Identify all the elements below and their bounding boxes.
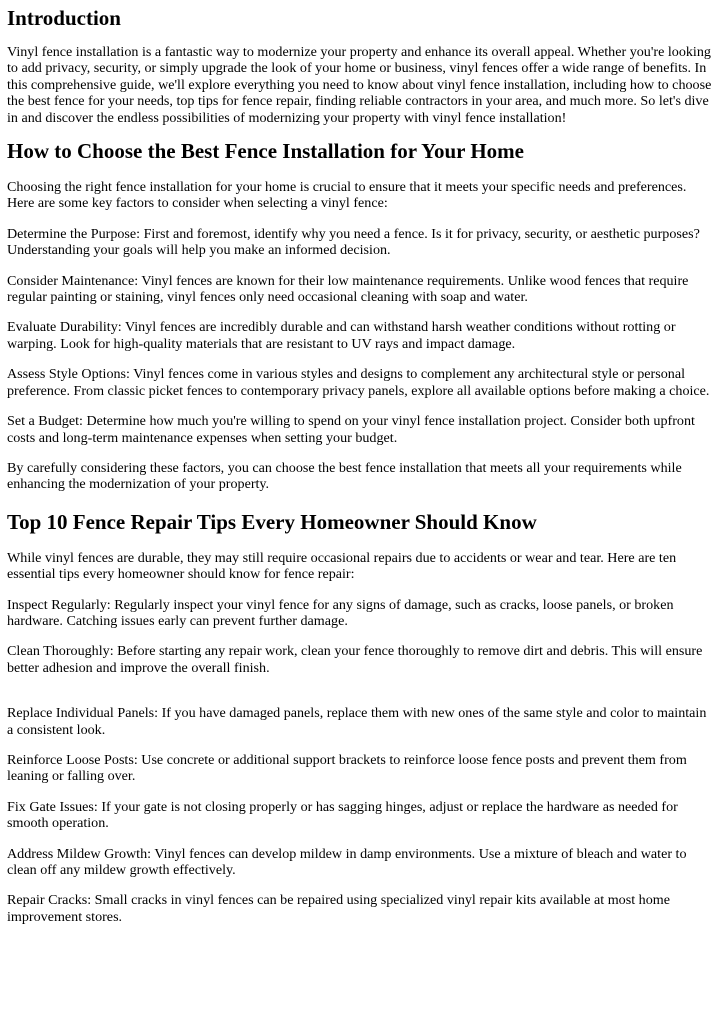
choose-paragraph: Evaluate Durability: Vinyl fences are incredibly durable and can withstand harsh weather conditions without rotting or warping. Look for high-quality materials that are resistant to UV rays and impact damage. bbox=[7, 319, 676, 352]
intro-section bbox=[7, 5, 713, 126]
intro-paragraph: Vinyl fence installation is a fantastic way to modernize your property and enhance its overall appeal. Whether you're looking to add privacy, security, or simply upgrade the look of your home or business, vinyl fences offer a wide range of benefits. In this comprehensive guide, we'll explore everything you need to know about vinyl fence installation, including how to choose the best fence for your needs, top tips for fence repair, finding reliable contractors in your area, and much more. So let's dive in and discover the endless possibilities of modernizing your property with vinyl fence installation! bbox=[7, 44, 712, 126]
repair-paragraph: Replace Individual Panels: If you have damaged panels, replace them with new ones of the same style and color to maintain a consistent look. bbox=[7, 705, 707, 738]
choose-paragraph: Assess Style Options: Vinyl fences come in various styles and designs to complement any architectural style or personal preference. From classic picket fences to contemporary privacy panels, explore all available options before making a choice. bbox=[7, 366, 710, 399]
repair-paragraph: Fix Gate Issues: If your gate is not closing properly or has sagging hinges, adjust or replace the hardware as needed for smooth operation. bbox=[7, 798, 678, 832]
choose-paragraph: Set a Budget: Determine how much you're willing to spend on your vinyl fence installation project. Consider both upfront costs and long-term maintenance expenses when setting your budget. bbox=[7, 413, 695, 446]
repair-paragraph: Clean Thoroughly: Before starting any repair work, clean your fence thoroughly to remove dirt and debris. This will ensure better adhesion and improve the overall finish. bbox=[7, 643, 703, 676]
choose-paragraph: Consider Maintenance: Vinyl fences are known for their low maintenance requirements. Unlike wood fences that require regular painting or staining, vinyl fences only need occasional cleaning with soap and water. bbox=[7, 272, 689, 306]
repair-section bbox=[7, 509, 713, 926]
choose-section bbox=[7, 138, 713, 493]
intro-heading: Introduction bbox=[7, 6, 121, 30]
choose-paragraph: Choosing the right fence installation for your home is crucial to ensure that it meets your specific needs and preferences. Here are some key factors to consider when selecting a vinyl fence: bbox=[7, 179, 687, 212]
repair-paragraph: While vinyl fences are durable, they may still require occasional repairs due to accidents or wear and tear. Here are ten essential tips every homeowner should know for fence repair: bbox=[7, 549, 677, 583]
repair-heading: Top 10 Fence Repair Tips Every Homeowner Should Know bbox=[7, 509, 537, 534]
repair-paragraph: Repair Cracks: Small cracks in vinyl fences can be repaired using specialized vinyl repair kits available at most home improvement stores. bbox=[7, 892, 670, 925]
choose-heading: How to Choose the Best Fence Installation for Your Home bbox=[7, 139, 524, 164]
repair-paragraph: Inspect Regularly: Regularly inspect your vinyl fence for any signs of damage, such as cracks, loose panels, or broken hardware. Catching issues early can prevent further damage. bbox=[7, 596, 674, 629]
repair-paragraph: Reinforce Loose Posts: Use concrete or additional support brackets to reinforce loose fence posts and prevent them from leaning or falling over. bbox=[7, 751, 687, 785]
choose-paragraph: Determine the Purpose: First and foremost, identify why you need a fence. Is it for privacy, security, or aesthetic purposes? Understanding your goals will help you make an informed decision. bbox=[7, 225, 700, 259]
choose-paragraph: By carefully considering these factors, you can choose the best fence installation that meets all your requirements while enhancing the modernization of your property. bbox=[7, 459, 682, 493]
repair-paragraph: Address Mildew Growth: Vinyl fences can develop mildew in damp environments. Use a mixture of bleach and water to clean off any mildew growth effectively. bbox=[7, 845, 687, 878]
